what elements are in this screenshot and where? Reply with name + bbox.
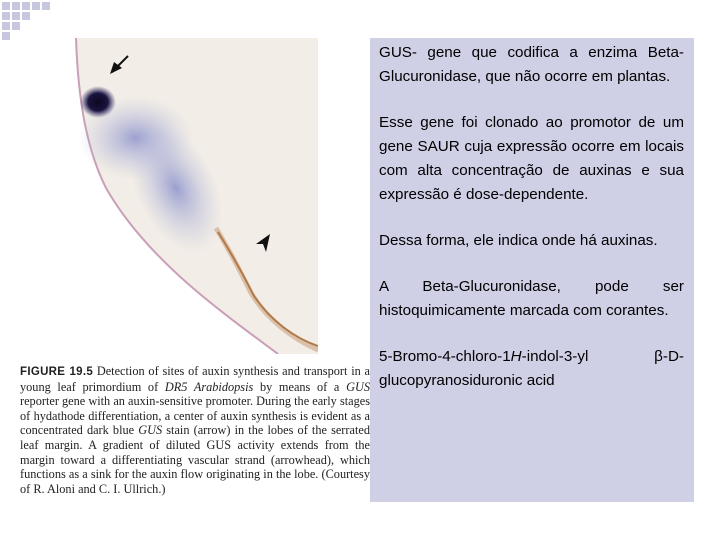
compound-name-italic: H bbox=[510, 348, 522, 365]
panel-paragraph-compound bbox=[379, 345, 684, 393]
leaf-micrograph bbox=[66, 38, 318, 354]
panel-paragraph: A Beta-Glucuronidase, pode ser histoquimicamente marcada com corantes. bbox=[379, 278, 684, 319]
panel-paragraph: Dessa forma, ele indica onde há auxinas. bbox=[379, 232, 658, 249]
figure-caption bbox=[20, 364, 370, 496]
compound-name-part: 5-Bromo-4-chloro-1 bbox=[379, 348, 511, 365]
caption-gene: GUS bbox=[138, 423, 163, 438]
caption-text: stain (arrow) in the lobes of the serrated leaf margin. A gradient of diluted GUS activity extends from the margin toward a differentiating vascular strand (arrowhead), which functions as a sink for the auxin flow originating in the lobe. (Courtesy of R. Aloni and C. I. Ullrich.) bbox=[20, 423, 370, 496]
compound-name-part: -indol-3-yl β-D-glucopyranosiduronic acid bbox=[379, 348, 684, 389]
caption-gene: GUS bbox=[346, 379, 370, 394]
panel-paragraph: GUS- gene que codifica a enzima Beta-Glucuronidase, que não ocorre em plantas. bbox=[379, 44, 684, 85]
caption-species: DR5 Arabidopsis bbox=[164, 379, 254, 394]
caption-text: reporter gene with an auxin-sensitive promoter. During the early stages of hydathode differentiation, a center of auxin synthesis is evident as a concentrated dark blue bbox=[20, 394, 370, 438]
text-panel bbox=[370, 38, 694, 502]
figure-label: FIGURE 19.5 bbox=[20, 366, 94, 378]
caption-text: by means of a bbox=[253, 379, 347, 394]
decorative-squares bbox=[0, 0, 60, 40]
caption-text: Detection of sites of auxin synthesis and transport in a young leaf primordium of bbox=[20, 364, 371, 394]
panel-paragraph: Esse gene foi clonado ao promotor de um gene SAUR cuja expressão ocorre em locais com alta concentração de auxinas e sua expressão é dose-dependente. bbox=[379, 114, 684, 203]
